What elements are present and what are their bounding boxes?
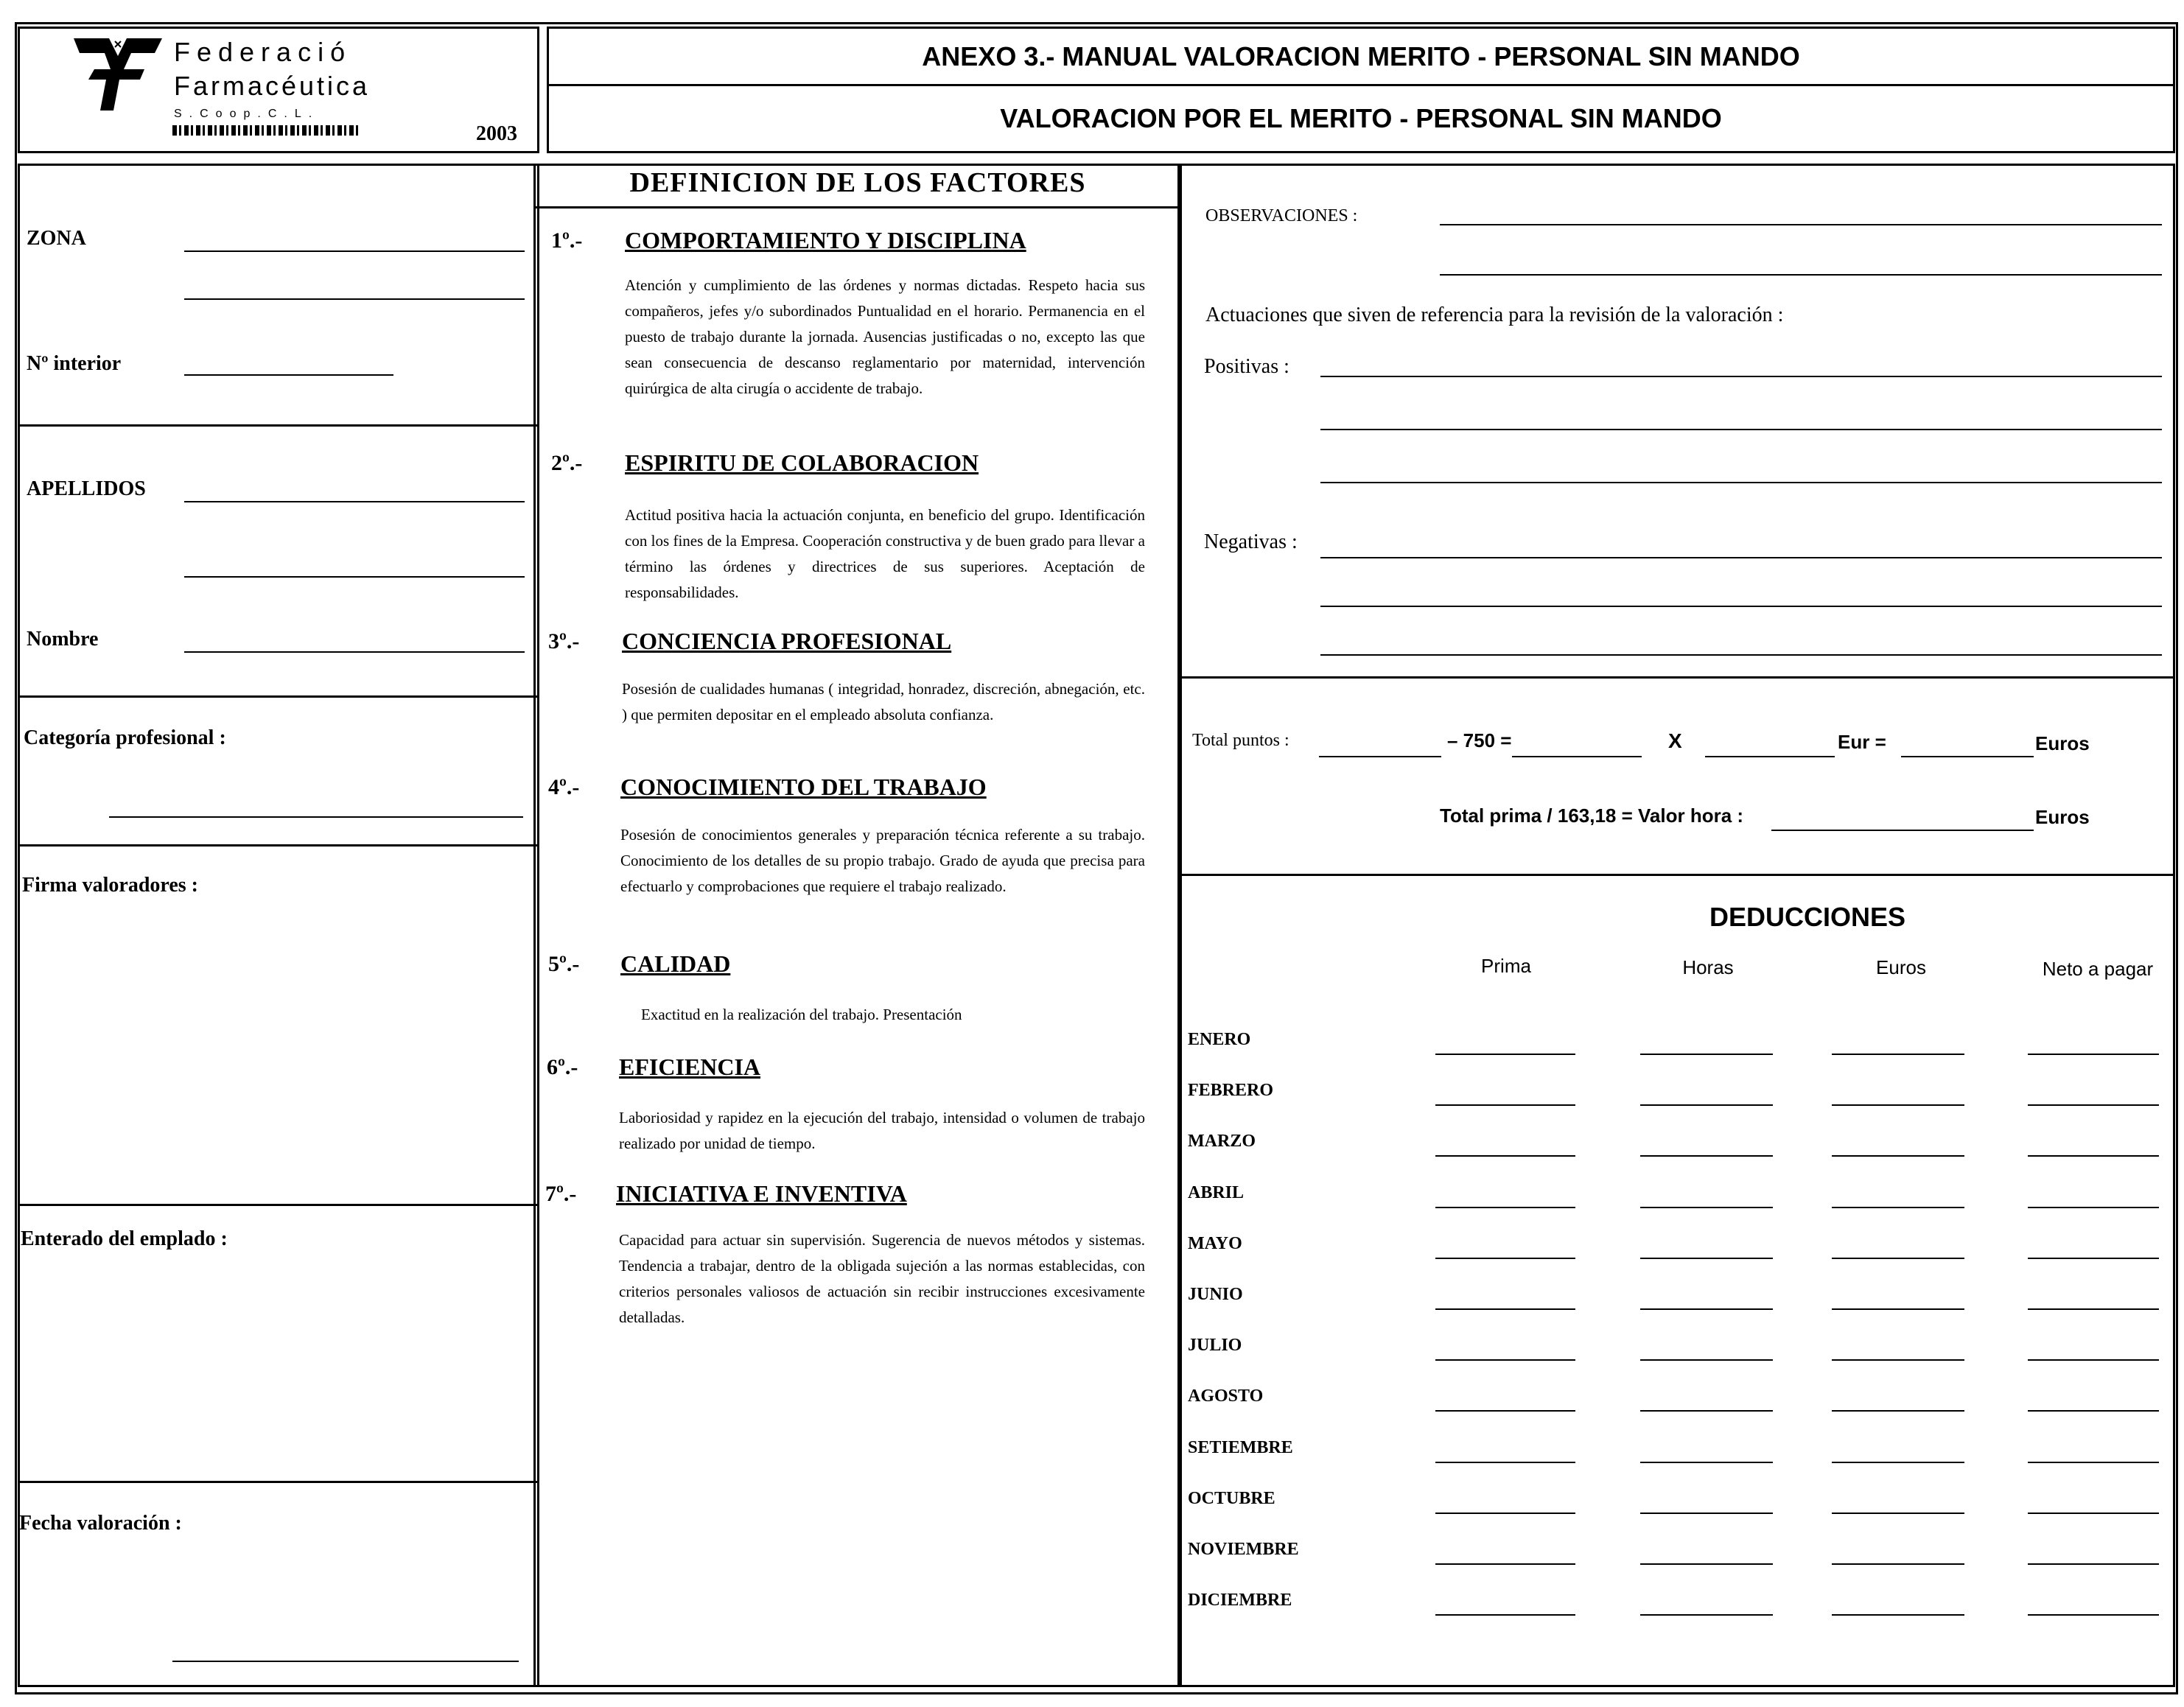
field-horas[interactable]	[1640, 1410, 1773, 1412]
field-neto[interactable]	[2028, 1054, 2159, 1055]
field-n-interior[interactable]	[184, 374, 393, 376]
page-subtitle: VALORACION POR EL MERITO - PERSONAL SIN MANDO	[1000, 103, 1722, 133]
field-apellidos-1[interactable]	[184, 501, 525, 502]
left-divider-1	[18, 424, 539, 427]
label-apellidos: APELLIDOS	[27, 477, 146, 500]
month-label: MAYO	[1188, 1234, 1242, 1253]
left-divider-2	[18, 695, 539, 698]
field-nombre[interactable]	[184, 651, 525, 653]
factor-title: COMPORTAMIENTO Y DISCIPLINA	[625, 227, 1026, 253]
field-neto[interactable]	[2028, 1104, 2159, 1106]
field-neto[interactable]	[2028, 1155, 2159, 1157]
factor-title: CONCIENCIA PROFESIONAL	[622, 628, 952, 654]
field-horas[interactable]	[1640, 1054, 1773, 1055]
field-euros[interactable]	[1832, 1513, 1964, 1514]
left-divider-4	[18, 1204, 539, 1206]
label-euros-2: Euros	[2035, 806, 2090, 828]
field-minus-750[interactable]	[1512, 756, 1642, 757]
label-total-prima: Total prima / 163,18 = Valor hora :	[1440, 805, 1744, 827]
factor-number: 6º.-	[547, 1055, 578, 1079]
factor-title: INICIATIVA E INVENTIVA	[616, 1180, 907, 1207]
month-label: JULIO	[1188, 1336, 1242, 1355]
title-divider	[547, 84, 2175, 86]
field-negativas-2[interactable]	[1320, 606, 2162, 607]
field-neto[interactable]	[2028, 1563, 2159, 1565]
month-label: MARZO	[1188, 1132, 1256, 1151]
factor-number: 3º.-	[548, 629, 580, 653]
field-euros[interactable]	[1832, 1410, 1964, 1412]
logo-icon	[72, 34, 164, 115]
field-neto[interactable]	[2028, 1614, 2159, 1616]
field-euros[interactable]	[1832, 1359, 1964, 1361]
left-column	[18, 164, 539, 1687]
field-prima[interactable]	[1435, 1207, 1575, 1208]
field-prima[interactable]	[1435, 1614, 1575, 1616]
field-prima[interactable]	[1435, 1308, 1575, 1310]
factor-number: 1º.-	[551, 228, 583, 253]
field-positivas-2[interactable]	[1320, 429, 2162, 430]
month-label: DICIEMBRE	[1188, 1591, 1292, 1610]
field-zona-1[interactable]	[184, 250, 525, 252]
field-horas[interactable]	[1640, 1462, 1773, 1463]
field-euros[interactable]	[1832, 1462, 1964, 1463]
field-eur[interactable]	[1901, 756, 2034, 757]
label-nombre: Nombre	[27, 628, 99, 651]
deducciones-heading: DEDUCCIONES	[1709, 902, 1906, 932]
factor-number: 7º.-	[545, 1182, 577, 1206]
field-horas[interactable]	[1640, 1359, 1773, 1361]
factor-description: Capacidad para actuar sin supervisión. Sugerencia de nuevos métodos y sistemas. Tendencia a trabajar, dentro de la obligada sujeción a las normas establecidas, con criterios personales valiosos de actuación sin recibir instrucciones excesivamente detalladas.	[619, 1231, 1145, 1326]
label-fecha: Fecha valoración :	[19, 1512, 182, 1535]
field-prima[interactable]	[1435, 1258, 1575, 1259]
field-prima[interactable]	[1435, 1563, 1575, 1565]
label-minus-750: – 750 =	[1447, 729, 1512, 751]
field-horas[interactable]	[1640, 1207, 1773, 1208]
label-observaciones: OBSERVACIONES :	[1205, 206, 1358, 225]
field-horas[interactable]	[1640, 1513, 1773, 1514]
label-zona: ZONA	[27, 227, 86, 250]
month-label: NOVIEMBRE	[1188, 1540, 1299, 1559]
logo-stripe	[172, 125, 360, 136]
factor-description: Actitud positiva hacia la actuación conjunta, en beneficio del grupo. Identificación con los fines de la Empresa. Cooperación constructiva y de buen grado para llevar a término las órdenes y directrices de sus superiores. Aceptación de responsabilidades.	[625, 506, 1145, 601]
field-neto[interactable]	[2028, 1258, 2159, 1259]
label-n-interior: Nº interior	[27, 352, 122, 375]
field-prima[interactable]	[1435, 1104, 1575, 1106]
logo-line1: Federació	[174, 37, 352, 67]
field-euros[interactable]	[1832, 1258, 1964, 1259]
field-euros[interactable]	[1832, 1563, 1964, 1565]
field-neto[interactable]	[2028, 1207, 2159, 1208]
field-apellidos-2[interactable]	[184, 576, 525, 578]
label-firma: Firma valoradores :	[22, 874, 198, 897]
field-x[interactable]	[1705, 756, 1835, 757]
column-header-neto: Neto a pagar	[2042, 958, 2154, 980]
month-label: AGOSTO	[1188, 1387, 1264, 1406]
month-label: ENERO	[1188, 1030, 1251, 1049]
field-euros[interactable]	[1832, 1054, 1964, 1055]
left-divider-3	[18, 844, 539, 847]
field-prima[interactable]	[1435, 1155, 1575, 1157]
field-total-puntos[interactable]	[1319, 756, 1441, 757]
right-column	[1177, 164, 2175, 1687]
field-prima[interactable]	[1435, 1054, 1575, 1055]
factor-description: Exactitud en la realización del trabajo. Presentación	[641, 1006, 962, 1023]
field-horas[interactable]	[1640, 1308, 1773, 1310]
field-fecha[interactable]	[172, 1661, 519, 1662]
field-horas[interactable]	[1640, 1104, 1773, 1106]
field-negativas-3[interactable]	[1320, 654, 2162, 656]
factor-title: CONOCIMIENTO DEL TRABAJO	[620, 774, 987, 800]
factor-number: 4º.-	[548, 775, 580, 799]
field-positivas-1[interactable]	[1320, 376, 2162, 377]
field-horas[interactable]	[1640, 1258, 1773, 1259]
factors-heading-divider	[533, 206, 1182, 208]
month-label: ABRIL	[1188, 1183, 1245, 1202]
field-neto[interactable]	[2028, 1410, 2159, 1412]
field-negativas-1[interactable]	[1320, 557, 2162, 558]
factor-description: Laboriosidad y rapidez en la ejecución del trabajo, intensidad o volumen de trabajo realizado por unidad de tiempo.	[619, 1109, 1145, 1152]
field-neto[interactable]	[2028, 1308, 2159, 1310]
logo-line3: S.Coop.C.L.	[174, 108, 320, 120]
column-header-horas: Horas	[1682, 956, 1734, 978]
label-positivas: Positivas :	[1204, 355, 1289, 378]
factor-description: Atención y cumplimiento de las órdenes y normas dictadas. Respeto hacia sus compañeros, jefes y/o subordinados Puntualidad en el horario. Permanencia en el puesto de trabajo durante la jornada. Ausencias justificadas o no, excepto las que sean consecuencia de descanso reglamentario por maternidad, intervención quirúrgica de alta cirugía o accidente de trabajo.	[625, 276, 1145, 397]
label-x: X	[1668, 729, 1682, 752]
field-horas[interactable]	[1640, 1155, 1773, 1157]
field-horas[interactable]	[1640, 1614, 1773, 1616]
left-divider-5	[18, 1481, 539, 1483]
field-prima[interactable]	[1435, 1513, 1575, 1514]
label-total-puntos: Total puntos :	[1192, 731, 1289, 750]
field-horas[interactable]	[1640, 1563, 1773, 1565]
field-observaciones-2[interactable]	[1440, 274, 2162, 276]
label-actuaciones: Actuaciones que siven de referencia para la revisión de la valoración :	[1205, 304, 1784, 326]
factor-number: 5º.-	[548, 952, 580, 976]
field-zona-2[interactable]	[184, 298, 525, 300]
field-observaciones-1[interactable]	[1440, 224, 2162, 225]
logo-line2: Farmacéutica	[174, 71, 371, 101]
right-divider-2	[1177, 874, 2175, 876]
field-categoria[interactable]	[109, 816, 523, 818]
field-euros[interactable]	[1832, 1308, 1964, 1310]
field-neto[interactable]	[2028, 1359, 2159, 1361]
factors-heading: DEFINICION DE LOS FACTORES	[629, 167, 1086, 198]
label-enterado: Enterado del emplado :	[21, 1227, 228, 1250]
label-euros-1: Euros	[2035, 732, 2090, 754]
factor-description: Posesión de conocimientos generales y preparación técnica referente a su trabajo. Conocimiento de los detalles de su propio trabajo. Grado de ayuda que precisa para efectuarlo y comprobaciones que requiere el trabajo realizado.	[620, 826, 1145, 895]
field-valor-hora[interactable]	[1771, 830, 2034, 831]
factor-title: ESPIRITU DE COLABORACION	[625, 449, 979, 476]
field-euros[interactable]	[1832, 1155, 1964, 1157]
field-prima[interactable]	[1435, 1359, 1575, 1361]
page-title: ANEXO 3.- MANUAL VALORACION MERITO - PERSONAL SIN MANDO	[922, 41, 1800, 71]
year: 2003	[476, 122, 517, 145]
column-header-euros: Euros	[1876, 956, 1926, 978]
month-label: OCTUBRE	[1188, 1489, 1275, 1508]
field-euros[interactable]	[1832, 1104, 1964, 1106]
month-label: SETIEMBRE	[1188, 1438, 1293, 1457]
month-label: FEBRERO	[1188, 1081, 1274, 1100]
column-header-prima: Prima	[1481, 955, 1531, 977]
right-divider-1	[1177, 676, 2175, 679]
factor-title: EFICIENCIA	[619, 1054, 761, 1080]
label-eur: Eur =	[1838, 731, 1886, 753]
field-neto[interactable]	[2028, 1513, 2159, 1514]
field-prima[interactable]	[1435, 1462, 1575, 1463]
field-positivas-3[interactable]	[1320, 482, 2162, 483]
field-prima[interactable]	[1435, 1410, 1575, 1412]
factor-description: Posesión de cualidades humanas ( integridad, honradez, discreción, abnegación, etc. ) que permiten depositar en el empleado absoluta confianza.	[622, 680, 1145, 723]
factor-title: CALIDAD	[620, 950, 731, 977]
field-euros[interactable]	[1832, 1207, 1964, 1208]
label-categoria: Categoría profesional :	[24, 726, 226, 749]
month-label: JUNIO	[1188, 1285, 1243, 1304]
label-negativas: Negativas :	[1204, 530, 1298, 553]
factor-number: 2º.-	[551, 451, 583, 475]
field-euros[interactable]	[1832, 1614, 1964, 1616]
field-neto[interactable]	[2028, 1462, 2159, 1463]
